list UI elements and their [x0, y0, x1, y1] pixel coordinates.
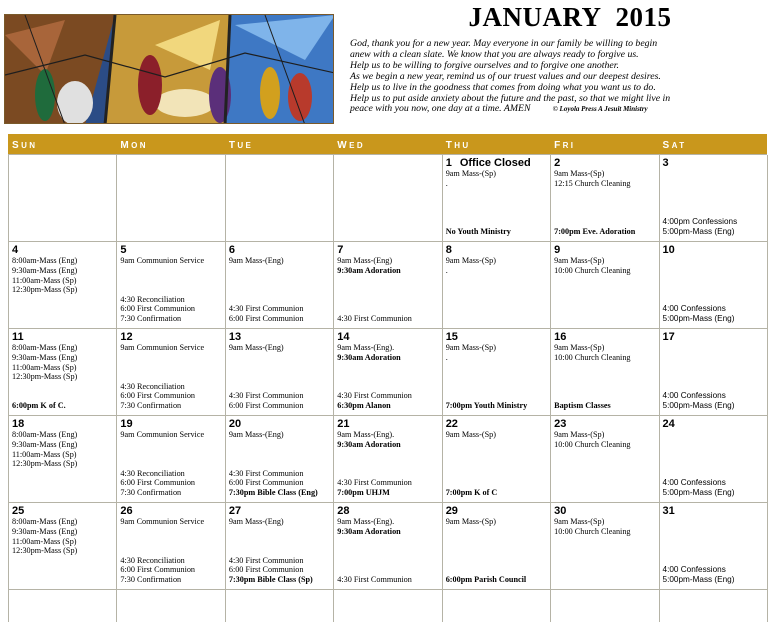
event-line: 5:00pm-Mass (Eng) — [662, 488, 735, 498]
day-number-text: 31 — [662, 505, 675, 517]
event-line: 7:00pm UHJM — [337, 488, 390, 498]
day-cell — [117, 329, 225, 416]
day-events-bottom — [663, 304, 765, 324]
event-line: 9am Communion Service — [120, 430, 205, 439]
day-events-top — [12, 517, 116, 556]
day-events-bottom — [337, 314, 439, 324]
day-cell — [334, 329, 442, 416]
event-line: 12:15 Church Cleaning — [554, 178, 631, 188]
nativity-illustration — [5, 15, 334, 124]
event-line: 5:00pm-Mass (Eng) — [662, 575, 735, 585]
event-line: 11:00am-Mass (Sp) — [12, 362, 77, 372]
day-cell — [660, 416, 768, 503]
event-line: 9am Communion Service — [120, 256, 205, 265]
day-number — [446, 244, 550, 256]
day-number — [337, 505, 441, 517]
event-line: . — [445, 178, 448, 188]
day-cell — [117, 590, 225, 622]
event-line: 9am Mass-(Sp) — [554, 343, 605, 352]
day-cell — [334, 242, 442, 329]
day-number-text: 22 — [445, 418, 458, 430]
event-line: 4:30 First Communion — [228, 391, 304, 401]
event-line: 4:00 Confessions — [662, 565, 726, 575]
event-line: 9:30am Adoration — [337, 439, 401, 449]
day-number — [12, 331, 116, 343]
day-events-top — [554, 343, 658, 363]
day-number-text: 14 — [337, 331, 350, 343]
day-cell — [9, 503, 117, 590]
day-cell — [660, 503, 768, 590]
event-line: 6:00pm Parish Council — [445, 575, 527, 585]
event-line: 7:30 Confirmation — [120, 488, 182, 498]
day-number-text: 18 — [12, 418, 25, 430]
event-line: 9am Mass-(Eng). — [337, 517, 395, 526]
weekday-label: MON — [120, 140, 148, 151]
event-line: No Youth Ministry — [445, 227, 511, 237]
day-events-top — [337, 517, 441, 537]
day-number-text: 13 — [228, 331, 242, 343]
event-line: 9:30am Adoration — [337, 526, 401, 536]
day-number-text: 7 — [337, 244, 344, 256]
day-cell — [9, 242, 117, 329]
event-line: 9:30am Adoration — [337, 265, 401, 275]
event-line: 7:30pm Bible Class (Eng) — [228, 488, 318, 498]
day-events-top — [120, 430, 224, 440]
event-line: 9am Communion Service — [120, 343, 205, 352]
day-events-top — [554, 256, 658, 276]
day-number — [663, 418, 767, 430]
day-number — [120, 331, 224, 343]
event-line: . — [445, 352, 448, 362]
event-line: 12:30pm-Mass (Sp) — [12, 372, 78, 382]
day-number-text: 19 — [120, 418, 133, 430]
event-line: 9am Mass-(Sp) — [445, 430, 496, 439]
day-events-bottom — [229, 391, 331, 411]
day-events-top — [337, 343, 441, 363]
event-line: 9am Mass-(Eng) — [228, 517, 284, 526]
event-line: 10:00 Church Cleaning — [554, 265, 631, 275]
event-line: 9am Mass-(Eng) — [228, 343, 284, 352]
prayer-line: Help us to live in the goodness that comes from doing what you want us to do. — [350, 81, 656, 93]
weekday-label: TUE — [228, 140, 254, 151]
event-line: 4:00pm Confessions — [662, 217, 738, 227]
day-number-text: 2 — [554, 157, 561, 169]
day-title: Office Closed — [459, 157, 531, 169]
day-number-text: 28 — [337, 505, 350, 517]
day-cell — [9, 329, 117, 416]
event-line: 5:00pm-Mass (Eng) — [662, 401, 735, 411]
day-cell — [117, 242, 225, 329]
day-number-text: 9 — [554, 244, 561, 256]
day-cell — [443, 155, 551, 242]
event-line: 9am Mass-(Sp) — [445, 343, 496, 352]
day-number-text: 12 — [120, 331, 133, 343]
event-line: 9am Mass-(Sp) — [554, 430, 605, 439]
event-line: 7:30pm Bible Class (Sp) — [228, 575, 313, 585]
event-line: 8:00am-Mass (Eng) — [12, 256, 78, 265]
prayer-line: God, thank you for a new year. May everyone in our family be willing to begin — [350, 38, 658, 49]
day-cell — [226, 416, 334, 503]
day-number-text: 20 — [228, 418, 242, 430]
day-number — [337, 418, 441, 430]
day-events-top — [120, 517, 224, 527]
day-number — [554, 157, 658, 169]
day-cell — [660, 329, 768, 416]
weekday-label: FRI — [554, 140, 576, 151]
event-line: 6:00 First Communion — [120, 478, 196, 488]
day-number-text: 30 — [554, 505, 567, 517]
prayer-line: As we begin a new year, remind us of our truest values and our deepest desires. — [350, 70, 661, 82]
day-number-text: 26 — [120, 505, 133, 517]
day-events-bottom — [12, 401, 114, 411]
prayer-line: peace with you now, one day at a time. AMEN — [350, 103, 531, 115]
day-number — [120, 418, 224, 430]
event-line: 4:30 First Communion — [228, 555, 304, 565]
day-number — [229, 505, 333, 517]
day-cell — [443, 416, 551, 503]
day-events-bottom — [120, 469, 222, 498]
day-events-bottom — [663, 565, 765, 585]
day-cell — [334, 503, 442, 590]
day-number — [663, 157, 767, 169]
event-line: 9am Mass-(Sp) — [445, 256, 496, 265]
day-number — [229, 244, 333, 256]
day-events-top — [554, 517, 658, 537]
event-line: 6:30pm Alanon — [337, 401, 391, 411]
day-number — [120, 505, 224, 517]
day-events-bottom — [446, 575, 548, 585]
event-line: 9am Mass-(Eng). — [337, 343, 395, 352]
day-events-top — [446, 256, 550, 276]
day-number — [554, 331, 658, 343]
day-number-text: 4 — [12, 244, 19, 256]
day-number-text: 15 — [445, 331, 458, 343]
day-events-bottom — [554, 227, 656, 237]
day-number — [663, 505, 767, 517]
day-events-top — [229, 517, 333, 527]
event-line: 6:00 First Communion — [228, 314, 304, 324]
copyright-credit: © Loyola Press A Jesuit Ministry — [552, 105, 648, 114]
event-line: 8:00am-Mass (Eng) — [12, 517, 78, 526]
day-cell — [226, 155, 334, 242]
day-cell — [334, 155, 442, 242]
event-line: 9am Mass-(Eng) — [337, 256, 393, 265]
event-line: 6:00 First Communion — [228, 401, 304, 411]
day-number — [12, 505, 116, 517]
day-cell — [660, 242, 768, 329]
weekday-label: SAT — [662, 140, 687, 151]
weekday-label: THU — [445, 140, 471, 151]
event-line: 9am Mass-(Eng) — [228, 256, 284, 265]
event-line: 9:30am-Mass (Eng) — [12, 265, 78, 275]
day-number-text: 23 — [554, 418, 567, 430]
day-number-text: 17 — [662, 331, 675, 343]
event-line: 8:00am-Mass (Eng) — [12, 343, 78, 352]
day-events-top — [229, 430, 333, 440]
day-events-top — [229, 343, 333, 353]
day-number-text: 21 — [337, 418, 350, 430]
day-number — [229, 331, 333, 343]
day-number-text: 24 — [662, 418, 675, 430]
year: 2015 — [615, 2, 672, 32]
event-line: 7:30 Confirmation — [120, 401, 182, 411]
day-number — [337, 244, 441, 256]
day-number — [446, 157, 550, 169]
event-line: 4:00 Confessions — [662, 304, 726, 314]
day-events-top — [446, 169, 550, 189]
day-number — [554, 505, 658, 517]
day-cell — [443, 590, 551, 622]
day-events-bottom — [663, 478, 765, 498]
day-events-top — [337, 256, 441, 276]
day-cell — [9, 416, 117, 503]
day-cell — [334, 590, 442, 622]
day-number — [446, 505, 550, 517]
event-line: 7:30 Confirmation — [120, 314, 182, 324]
day-cell — [443, 329, 551, 416]
event-line: 6:00 First Communion — [228, 478, 304, 488]
event-line: 9am Mass-(Eng). — [337, 430, 395, 439]
day-number-text: 16 — [554, 331, 567, 343]
event-line: 10:00 Church Cleaning — [554, 352, 631, 362]
event-line: 6:00 First Communion — [120, 565, 196, 575]
event-line: 9am Mass-(Sp) — [445, 169, 496, 178]
day-number — [229, 418, 333, 430]
day-events-bottom — [554, 401, 656, 411]
day-cell — [117, 503, 225, 590]
event-line: 4:30 First Communion — [337, 478, 412, 488]
day-events-bottom — [446, 401, 548, 411]
day-events-top — [446, 343, 550, 363]
day-number-text: 25 — [12, 505, 25, 517]
weekday-label: WED — [337, 140, 366, 151]
day-events-top — [120, 256, 224, 266]
day-events-bottom — [446, 227, 548, 237]
day-cell — [551, 416, 659, 503]
day-cell — [117, 416, 225, 503]
month-title — [420, 2, 720, 33]
day-events-bottom — [120, 295, 222, 324]
event-line: 7:00pm Eve. Adoration — [554, 227, 636, 237]
day-cell — [551, 329, 659, 416]
day-cell — [226, 242, 334, 329]
prayer-line: Help us to put aside anxiety about the future and the past, so that we might live in — [350, 92, 671, 104]
day-number-text: 6 — [228, 244, 235, 256]
day-number — [446, 418, 550, 430]
day-cell — [334, 416, 442, 503]
event-line: 6:00 First Communion — [120, 304, 196, 314]
event-line: 4:00 Confessions — [662, 391, 726, 401]
event-line: 9:30am Adoration — [337, 352, 401, 362]
event-line: 12:30pm-Mass (Sp) — [12, 459, 78, 469]
day-events-top — [446, 517, 550, 527]
day-number-text: 27 — [228, 505, 242, 517]
event-line: 4:30 Reconciliation — [120, 468, 185, 478]
event-line: 7:30 Confirmation — [120, 575, 182, 585]
event-line: 8:00am-Mass (Eng) — [12, 430, 78, 439]
day-cell — [117, 155, 225, 242]
event-line: 12:30pm-Mass (Sp) — [12, 546, 78, 556]
day-number — [337, 331, 441, 343]
day-events-bottom — [337, 575, 439, 585]
event-line: 11:00am-Mass (Sp) — [12, 449, 77, 459]
day-cell — [551, 590, 659, 622]
day-number — [663, 244, 767, 256]
event-line: . — [445, 265, 448, 275]
day-cell — [660, 590, 768, 622]
day-number — [120, 244, 224, 256]
day-number-text: 1 — [445, 157, 452, 169]
day-events-bottom — [229, 556, 331, 585]
day-events-top — [12, 256, 116, 295]
event-line: 9am Mass-(Sp) — [554, 169, 605, 178]
day-number — [554, 418, 658, 430]
day-events-top — [554, 169, 658, 189]
day-events-bottom — [663, 217, 765, 237]
event-line: 10:00 Church Cleaning — [554, 439, 631, 449]
event-line: 4:30 First Communion — [337, 575, 412, 585]
day-cell — [9, 590, 117, 622]
event-line: 9:30am-Mass (Eng) — [12, 439, 78, 449]
stained-glass-nativity-image — [4, 14, 334, 124]
day-events-top — [12, 343, 116, 382]
event-line: 9am Mass-(Eng) — [228, 430, 284, 439]
day-number-text: 5 — [120, 244, 127, 256]
day-events-bottom — [229, 304, 331, 324]
event-line: 6:00 First Communion — [120, 391, 196, 401]
day-cell — [9, 155, 117, 242]
day-events-bottom — [337, 478, 439, 498]
event-line: 12:30pm-Mass (Sp) — [12, 285, 78, 295]
event-line: 4:30 Reconciliation — [120, 555, 185, 565]
prayer-line: anew with a clean slate. We know that you are always ready to forgive us. — [350, 48, 639, 60]
day-number-text: 3 — [662, 157, 669, 169]
event-line: 7:00pm Youth Ministry — [445, 401, 528, 411]
day-cell — [226, 590, 334, 622]
day-events-bottom — [120, 382, 222, 411]
day-cell — [226, 503, 334, 590]
event-line: 9am Communion Service — [120, 517, 205, 526]
event-line: Baptism Classes — [554, 401, 611, 411]
day-events-top — [120, 343, 224, 353]
day-number — [554, 244, 658, 256]
event-line: 7:00pm K of C — [445, 488, 498, 498]
event-line: 6:00 First Communion — [228, 565, 304, 575]
day-number-text: 11 — [12, 331, 24, 343]
event-line: 9:30am-Mass (Eng) — [12, 352, 78, 362]
day-events-bottom — [337, 391, 439, 411]
weekday-header — [8, 134, 767, 154]
event-line: 10:00 Church Cleaning — [554, 526, 631, 536]
new-year-prayer — [350, 39, 768, 115]
day-cell — [226, 329, 334, 416]
day-cell — [443, 242, 551, 329]
event-line: 4:30 First Communion — [337, 314, 412, 324]
day-number — [12, 418, 116, 430]
day-number — [663, 331, 767, 343]
day-events-bottom — [446, 488, 548, 498]
event-line: 11:00am-Mass (Sp) — [12, 275, 77, 285]
day-number — [446, 331, 550, 343]
event-line: 4:30 First Communion — [228, 468, 304, 478]
event-line: 9am Mass-(Sp) — [445, 517, 496, 526]
event-line: 5:00pm-Mass (Eng) — [662, 314, 735, 324]
day-cell — [443, 503, 551, 590]
event-line: 11:00am-Mass (Sp) — [12, 536, 77, 546]
day-events-top — [337, 430, 441, 450]
month-name: JANUARY — [468, 2, 602, 32]
day-number — [12, 244, 116, 256]
month-calendar — [8, 134, 767, 622]
event-line: 4:30 First Communion — [337, 391, 412, 401]
event-line: 6:00pm K of C. — [12, 401, 66, 411]
day-events-top — [229, 256, 333, 266]
day-number-text: 29 — [445, 505, 458, 517]
day-events-top — [554, 430, 658, 450]
calendar-grid — [8, 154, 767, 622]
event-line: 4:30 Reconciliation — [120, 294, 185, 304]
event-line: 4:00 Confessions — [662, 478, 726, 488]
event-line: 9am Mass-(Sp) — [554, 256, 605, 265]
day-cell — [551, 503, 659, 590]
event-line: 4:30 First Communion — [228, 304, 304, 314]
day-events-bottom — [229, 469, 331, 498]
event-line: 4:30 Reconciliation — [120, 381, 185, 391]
day-events-top — [446, 430, 550, 440]
day-cell — [551, 242, 659, 329]
day-cell — [660, 155, 768, 242]
day-events-bottom — [120, 556, 222, 585]
prayer-line: Help us to be willing to forgive ourselves and to forgive one another. — [350, 59, 619, 71]
event-line: 9am Mass-(Sp) — [554, 517, 605, 526]
day-events-bottom — [663, 391, 765, 411]
event-line: 5:00pm-Mass (Eng) — [662, 227, 735, 237]
weekday-label: SUN — [12, 140, 38, 151]
event-line: 9:30am-Mass (Eng) — [12, 526, 78, 536]
day-number-text: 10 — [662, 244, 675, 256]
day-number-text: 8 — [445, 244, 452, 256]
day-cell — [551, 155, 659, 242]
day-events-top — [12, 430, 116, 469]
